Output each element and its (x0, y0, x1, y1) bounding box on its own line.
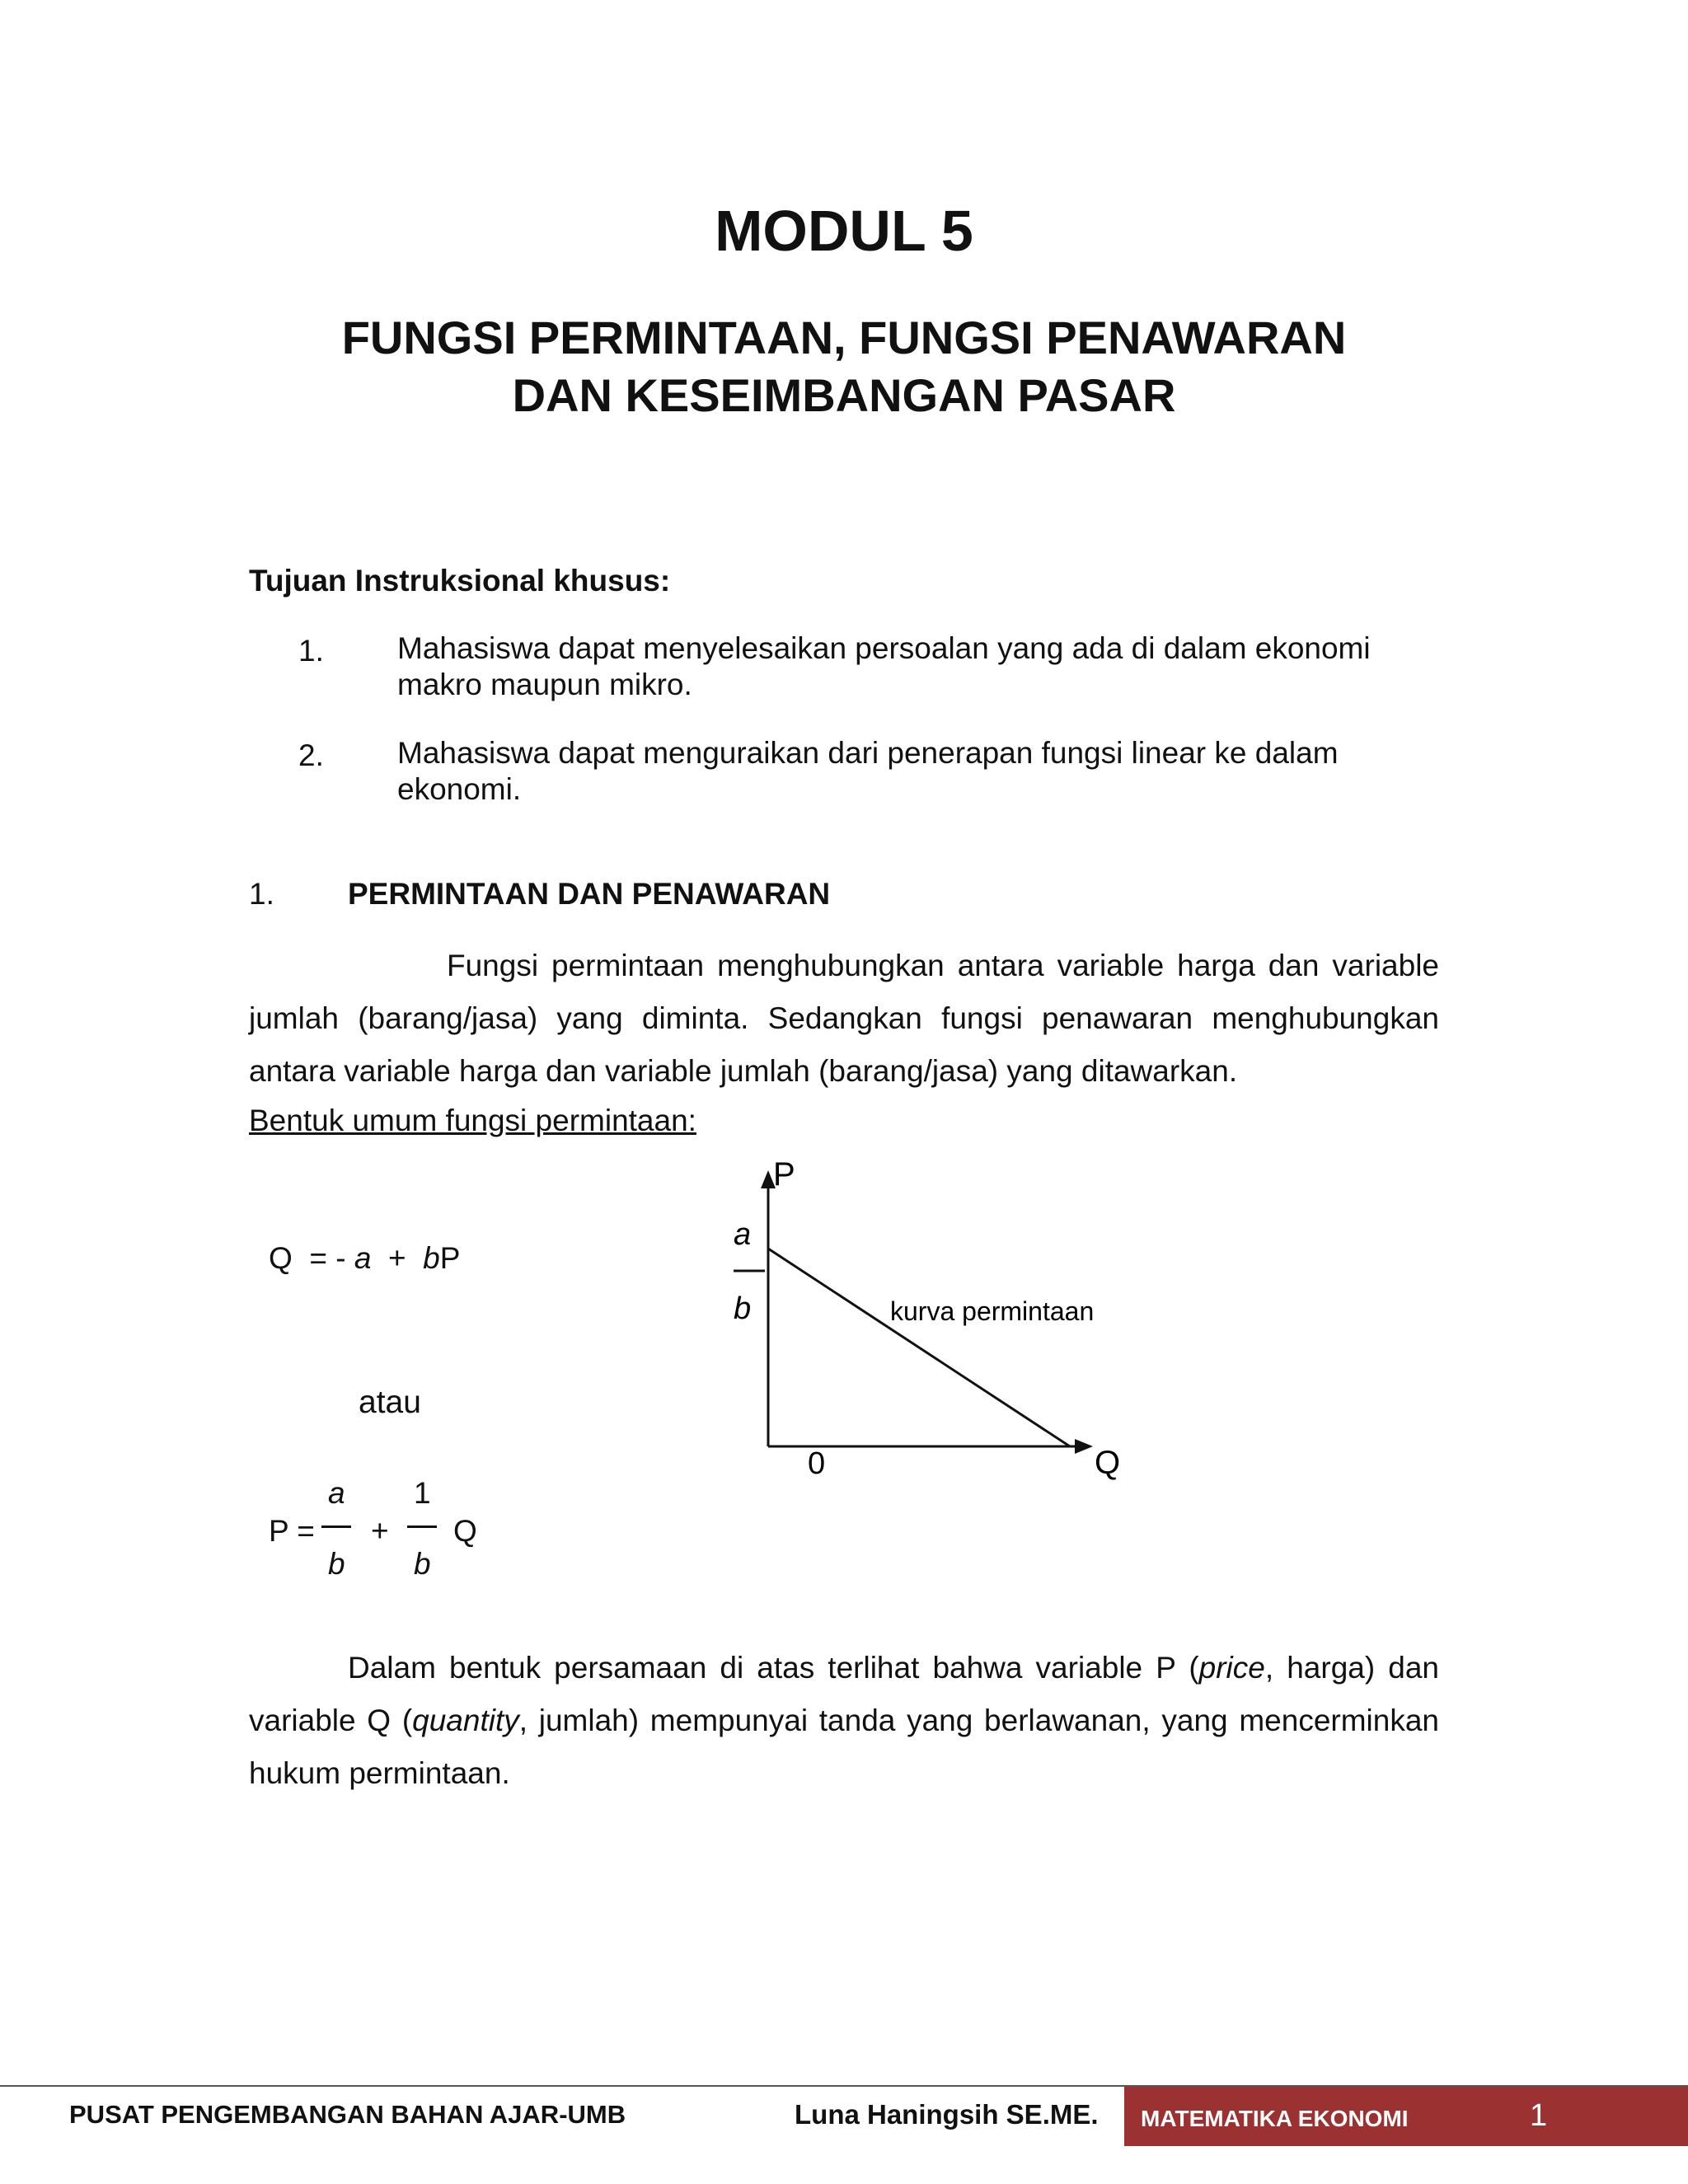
general-form-label: Bentuk umum fungsi permintaan: (249, 1104, 696, 1137)
formula-p-lhs: P = (269, 1514, 315, 1548)
objective-2-line-2: ekonomi. (397, 772, 522, 806)
x-axis-arrowhead (1075, 1439, 1093, 1454)
subtitle-line-1: FUNGSI PERMINTAAN, FUNGSI PENAWARAN (341, 312, 1347, 363)
paragraph-1-line-1: Fungsi permintaan menghubungkan antara variable harga dan variable (447, 949, 1439, 982)
demand-formula-q (269, 1238, 460, 1279)
footer-course: MATEMATIKA EKONOMI (1141, 2106, 1409, 2131)
paragraph-1-line-3: antara variable harga dan variable jumlah (barang/jasa) yang ditawarkan. (249, 1054, 1238, 1088)
page-number: 1 (1530, 2098, 1548, 2133)
or-word: atau (359, 1385, 421, 1420)
subtitle-line-2: DAN KESEIMBANGAN PASAR (512, 369, 1176, 421)
module-title: MODUL 5 (715, 199, 973, 263)
objective-1-line-2: makro maupun mikro. (397, 668, 692, 701)
paragraph-2-line-1 (249, 1642, 1439, 1694)
term-quantity: quantity (412, 1704, 519, 1737)
objective-2-text (397, 735, 1469, 808)
paragraph-2-line-3: hukum permintaan. (249, 1756, 510, 1790)
y-axis-label: P (773, 1156, 795, 1193)
formula-p-plus: + (371, 1514, 389, 1548)
formula-p-num-2: 1 (414, 1476, 431, 1510)
formula-q-b: b (423, 1241, 440, 1275)
objective-2-number: 2. (298, 738, 324, 772)
footer-author: Luna Haningsih SE.ME. (795, 2099, 1099, 2130)
curve-label: kurva permintaan (890, 1296, 1095, 1326)
formula-p-den-2: b (414, 1547, 431, 1581)
objectives-heading: Tujuan Instruksional khusus: (249, 564, 671, 598)
intercept-numerator: a (734, 1217, 752, 1252)
objective-1-line-1: Mahasiswa dapat menyelesaikan persoalan yang ada di dalam ekonomi (397, 631, 1371, 665)
formula-q-plus: + (371, 1241, 424, 1275)
objective-2-line-1: Mahasiswa dapat menguraikan dari penerapan fungsi linear ke dalam (397, 736, 1339, 770)
formula-p-den-1: b (328, 1547, 345, 1581)
paragraph-2-line-2-b: , jumlah) mempunyai tanda yang berlawanan, yang mencerminkan (518, 1704, 1439, 1737)
formula-p-fraction-bar-2 (407, 1526, 437, 1528)
section-1-number: 1. (249, 877, 274, 911)
paragraph-2-line-2-a: variable Q ( (249, 1704, 413, 1737)
paragraph-2-line-1-b: , harga) dan (1264, 1651, 1440, 1685)
intercept-denominator: b (734, 1291, 752, 1326)
formula-q-a: a (354, 1241, 372, 1275)
origin-label: 0 (808, 1446, 826, 1481)
demand-formula-p (269, 1471, 516, 1586)
x-axis-label: Q (1095, 1445, 1121, 1481)
formula-q-p: P (439, 1241, 461, 1275)
objective-1-number: 1. (298, 634, 324, 668)
paragraph-2-line-2 (249, 1694, 1439, 1747)
footer-publisher: PUSAT PENGEMBANGAN BAHAN AJAR-UMB (69, 2100, 626, 2129)
paragraph-2 (249, 1642, 1439, 1800)
paragraph-2-line-1-a: Dalam bentuk persamaan di atas terlihat bahwa variable P ( (348, 1651, 1199, 1685)
term-price: price (1198, 1651, 1265, 1685)
paragraph-1-line-2: jumlah (barang/jasa) yang diminta. Sedangkan fungsi penawaran menghubungkan (249, 1001, 1439, 1035)
paragraph-1 (249, 940, 1439, 1098)
demand-curve-line (768, 1249, 1070, 1446)
formula-p-q: Q (453, 1514, 477, 1548)
objective-1-text (397, 630, 1469, 703)
section-1-heading: PERMINTAAN DAN PENAWARAN (348, 877, 831, 911)
formula-p-num-1: a (328, 1476, 345, 1510)
formula-q-lhs: Q = - (269, 1241, 354, 1275)
demand-curve-graph (709, 1154, 1154, 1500)
formula-p-fraction-bar-1 (321, 1526, 351, 1528)
